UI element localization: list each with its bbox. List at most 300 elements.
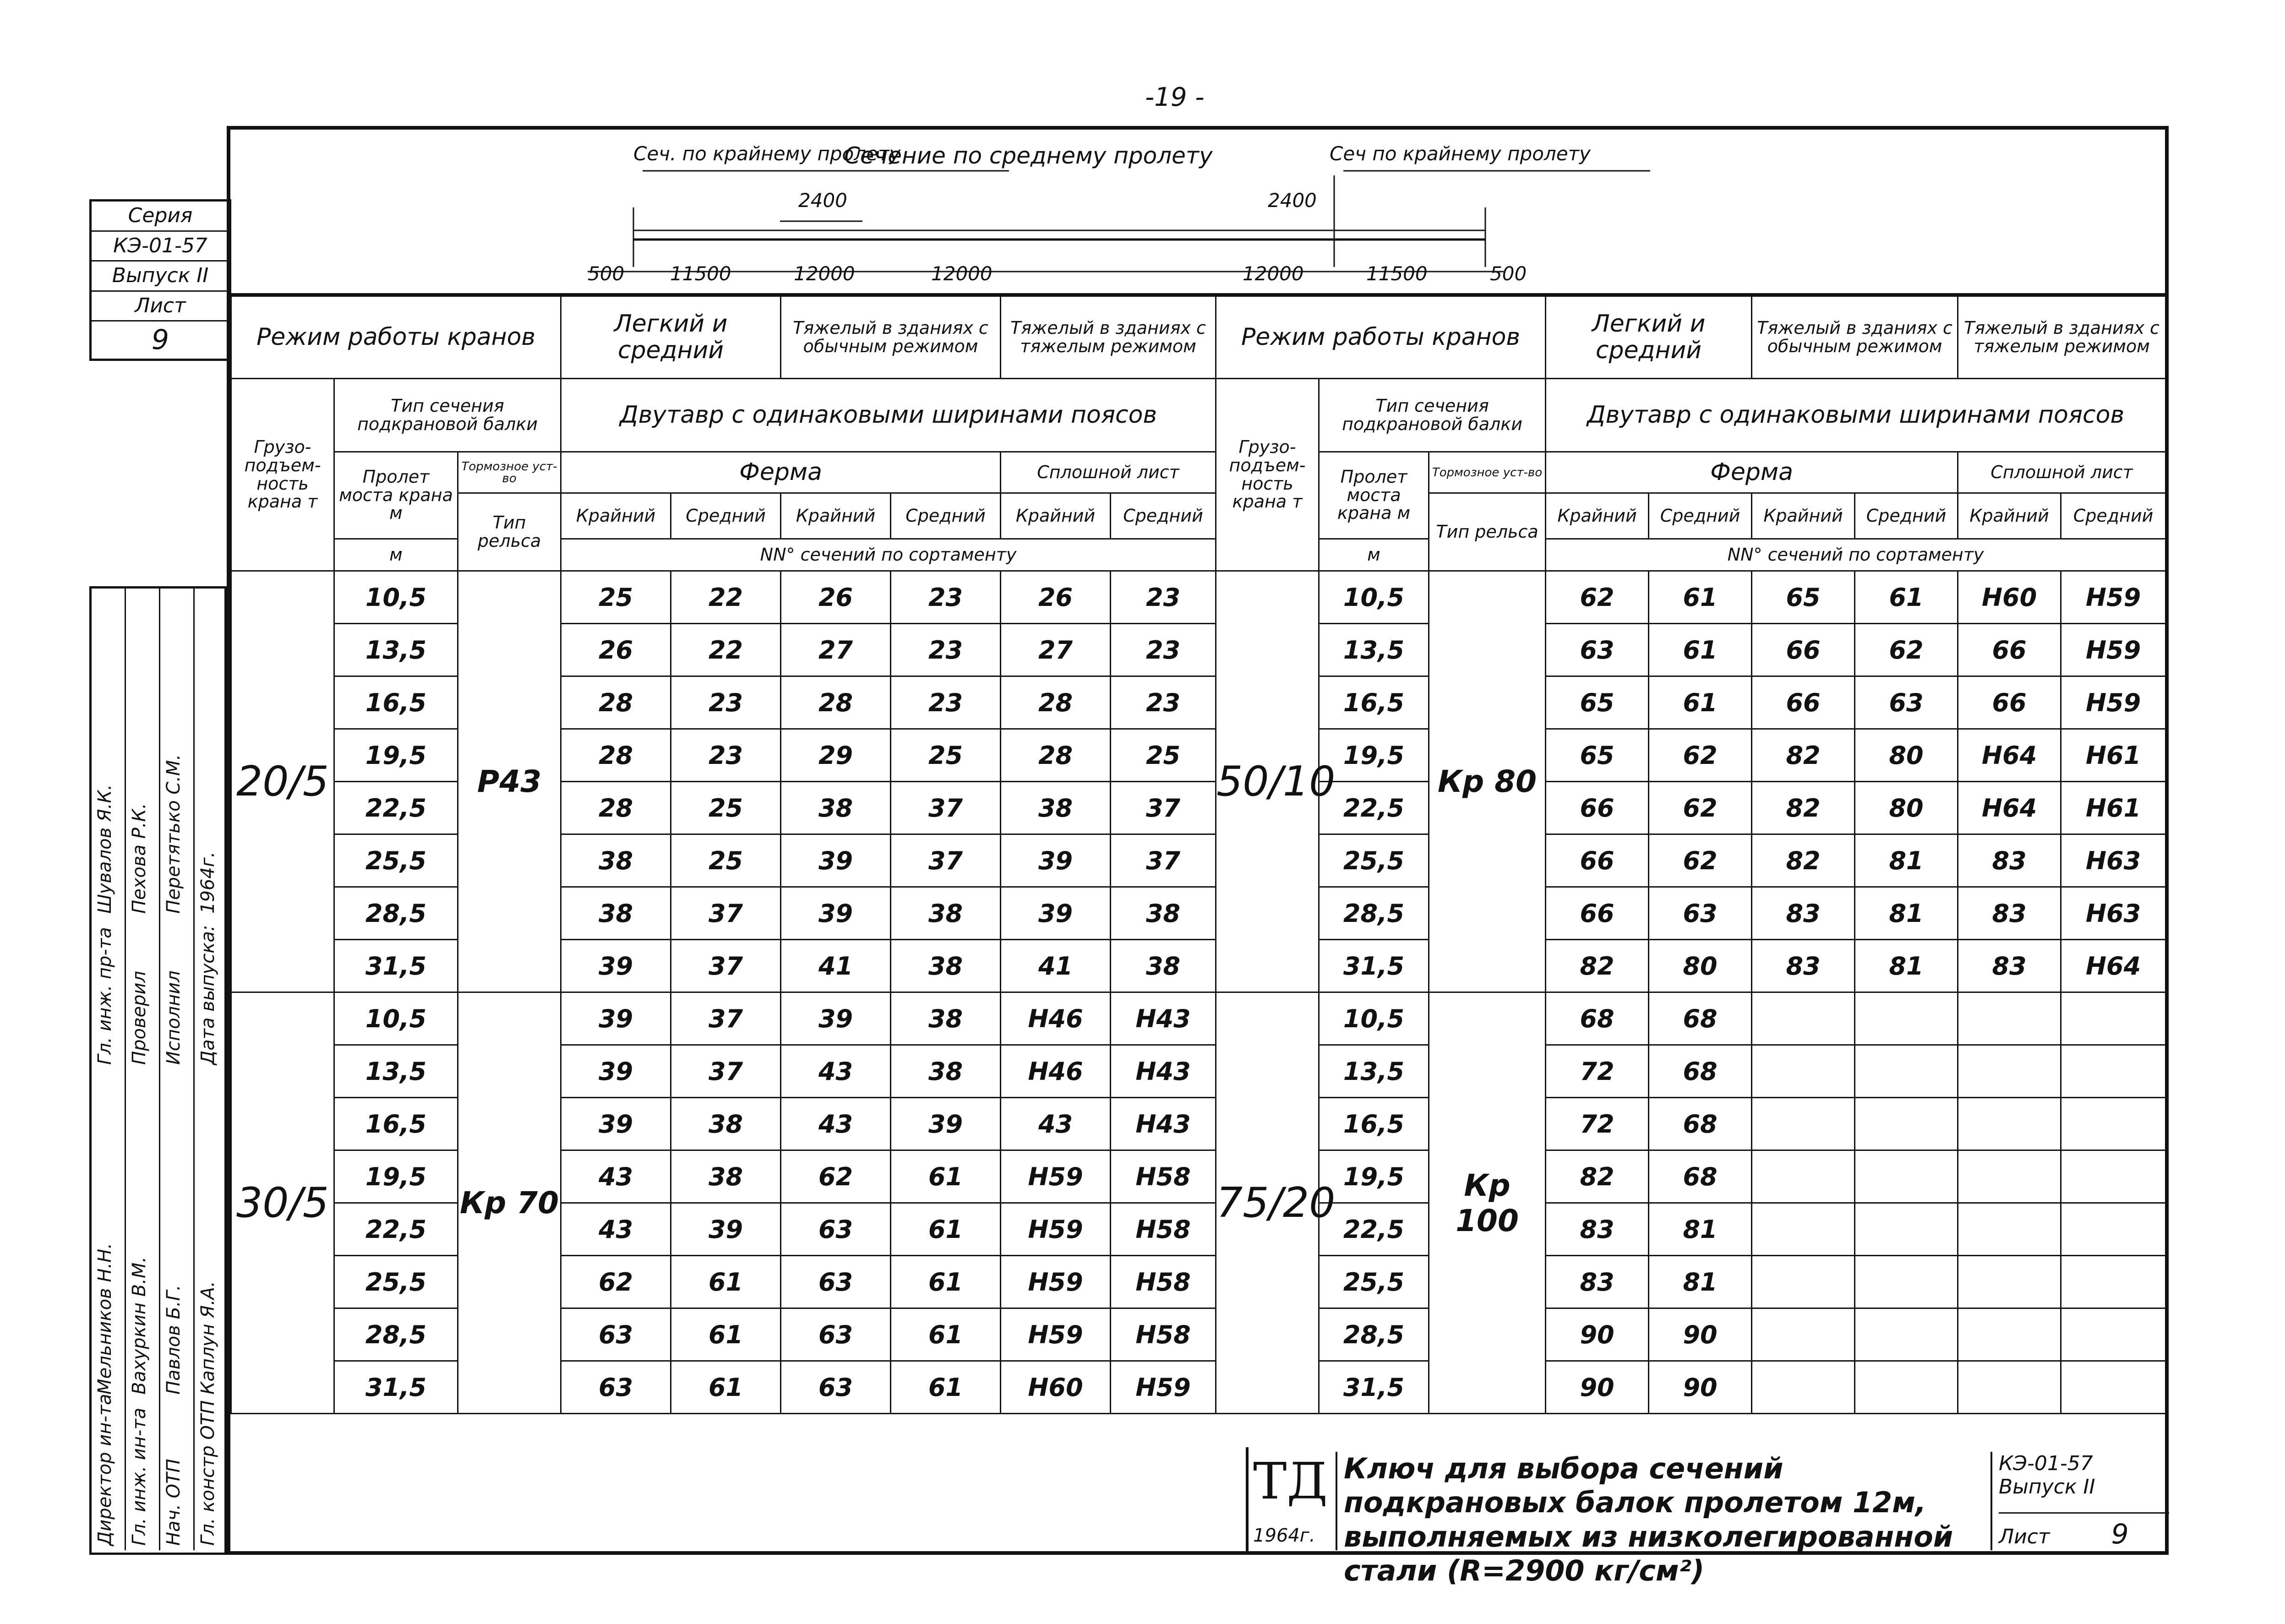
right-section-cell xyxy=(1958,1308,2061,1361)
capacity-header: Грузо- подъем- ность крана т xyxy=(231,379,334,571)
right-section-cell: 68 xyxy=(1649,1098,1752,1150)
right-section-cell: 83 xyxy=(1546,1256,1649,1308)
left-span-cell: 22,5 xyxy=(334,1203,458,1256)
left-section-cell: 63 xyxy=(561,1361,671,1414)
right-row xyxy=(1216,571,2166,624)
left-section-cell: 23 xyxy=(891,676,1001,729)
left-span-cell: 10,5 xyxy=(334,992,458,1045)
right-section-cell xyxy=(1958,1256,2061,1308)
right-section-cell: 66 xyxy=(1752,624,1855,676)
left-section-cell: 61 xyxy=(891,1361,1001,1414)
signature-role: Проверил xyxy=(129,970,150,1065)
sheet-title: Ключ для выбора сечений подкрановых балок пролетом 12м, выполняемых из низколегированной стали (R=2900 кг/см²) xyxy=(1336,1452,1986,1550)
left-section-cell: 23 xyxy=(1111,676,1216,729)
right-section-cell xyxy=(1752,1045,1855,1098)
left-section-cell: 39 xyxy=(1001,834,1111,887)
signature-name: Шувалов Я.К. xyxy=(94,784,115,914)
right-rail-cell: Кр 80 xyxy=(1429,571,1546,992)
right-row xyxy=(1216,729,2166,782)
left-section-cell: 39 xyxy=(561,1045,671,1098)
right-span-cell: 31,5 xyxy=(1319,1361,1429,1414)
right-section-cell xyxy=(1855,1150,1958,1203)
right-row xyxy=(1216,1203,2166,1256)
left-section-cell: 37 xyxy=(1111,782,1216,834)
left-section-cell: 29 xyxy=(781,729,891,782)
left-section-cell: 63 xyxy=(561,1308,671,1361)
left-section-cell: 25 xyxy=(561,571,671,624)
left-row xyxy=(231,887,1216,940)
left-section-cell: 38 xyxy=(1111,940,1216,992)
right-section-cell xyxy=(1958,1098,2061,1150)
section-type-header: Тип сечения подкрановой балки xyxy=(334,379,561,452)
left-rail-cell: Р43 xyxy=(458,571,561,992)
left-section-cell: 26 xyxy=(1001,571,1111,624)
left-section-cell: 37 xyxy=(891,834,1001,887)
signature-column xyxy=(195,1069,229,1550)
left-section-cell: 37 xyxy=(671,1045,781,1098)
signature-role: Исполнил xyxy=(163,970,184,1065)
right-section-cell: 82 xyxy=(1752,782,1855,834)
left-section-cell: 23 xyxy=(1111,571,1216,624)
left-row xyxy=(231,992,1216,1045)
left-section-cell: 43 xyxy=(561,1150,671,1203)
title-block xyxy=(1246,1447,2169,1588)
left-section-cell: 38 xyxy=(781,782,891,834)
right-section-cell: 83 xyxy=(1752,940,1855,992)
signature-role: Гл. инж. пр-та xyxy=(94,927,115,1065)
right-section-cell xyxy=(2061,1308,2166,1361)
right-section-cell: 83 xyxy=(1958,940,2061,992)
left-section-cell: 27 xyxy=(1001,624,1111,676)
left-section-cell: 61 xyxy=(891,1203,1001,1256)
left-section-cell: 39 xyxy=(781,887,891,940)
right-section-cell: 83 xyxy=(1958,887,2061,940)
right-section-cell xyxy=(2061,1203,2166,1256)
right-section-cell: 80 xyxy=(1855,729,1958,782)
col-edge-2: Крайний xyxy=(781,493,891,539)
left-section-cell: 43 xyxy=(561,1203,671,1256)
left-section-cell: 62 xyxy=(781,1150,891,1203)
rail-header-r: Тип рельса xyxy=(1429,493,1546,571)
truss-header-r: Ферма xyxy=(1546,452,1958,493)
solid-header: Сплошной лист xyxy=(1001,452,1216,493)
light-mode-r: Легкий и средний xyxy=(1546,296,1752,379)
col-middle-2: Средний xyxy=(891,493,1001,539)
right-span-cell: 13,5 xyxy=(1319,1045,1429,1098)
span-scheme xyxy=(230,130,2165,295)
left-span-cell: 19,5 xyxy=(334,1150,458,1203)
right-row xyxy=(1216,992,2166,1045)
col-middle-1-r: Средний xyxy=(1649,493,1752,539)
right-capacity-cell: 50/10 xyxy=(1216,571,1319,992)
right-section-cell xyxy=(1958,1150,2061,1203)
left-rail-cell: Кр 70 xyxy=(458,992,561,1414)
title-sheet-label: Лист xyxy=(1999,1525,2050,1548)
col-edge-2-r: Крайний xyxy=(1752,493,1855,539)
page-number: -19 - xyxy=(1145,82,1205,112)
right-section-cell xyxy=(1855,1308,1958,1361)
right-section-cell: 81 xyxy=(1855,834,1958,887)
left-section-cell: 37 xyxy=(891,782,1001,834)
right-section-cell: Н59 xyxy=(2061,624,2166,676)
left-section-cell: Н59 xyxy=(1001,1308,1111,1361)
right-section-cell xyxy=(2061,992,2166,1045)
right-section-cell: 81 xyxy=(1855,940,1958,992)
dim-5: 11500 xyxy=(1366,262,1428,285)
left-section-cell: 28 xyxy=(1001,676,1111,729)
left-section-cell: 39 xyxy=(781,992,891,1045)
right-section-cell: Н64 xyxy=(1958,729,2061,782)
left-section-cell: 38 xyxy=(671,1150,781,1203)
right-section-cell: 81 xyxy=(1649,1203,1752,1256)
right-row xyxy=(1216,1150,2166,1203)
right-span-cell: 19,5 xyxy=(1319,1150,1429,1203)
left-section-cell: 38 xyxy=(561,887,671,940)
td-logo: ТД xyxy=(1253,1452,1328,1510)
span-unit-r: м xyxy=(1319,539,1429,571)
right-row xyxy=(1216,676,2166,729)
right-span-cell: 10,5 xyxy=(1319,571,1429,624)
right-section-cell xyxy=(1958,992,2061,1045)
signature-column xyxy=(92,589,126,1069)
drawing-frame xyxy=(227,126,2169,1555)
right-span-cell: 25,5 xyxy=(1319,1256,1429,1308)
signature-name: Павлов Б.Г. xyxy=(163,1285,184,1395)
right-section-cell xyxy=(1855,1361,1958,1414)
right-section-cell: 72 xyxy=(1546,1045,1649,1098)
left-section-cell: 28 xyxy=(561,782,671,834)
left-section-cell: 63 xyxy=(781,1203,891,1256)
right-section-cell: 90 xyxy=(1546,1361,1649,1414)
right-section-cell: 80 xyxy=(1649,940,1752,992)
left-section-cell: Н59 xyxy=(1001,1150,1111,1203)
right-section-cell xyxy=(1855,992,1958,1045)
right-section-cell xyxy=(1752,1203,1855,1256)
right-span-cell: 19,5 xyxy=(1319,729,1429,782)
right-span-cell: 16,5 xyxy=(1319,676,1429,729)
right-section-cell: 66 xyxy=(1546,782,1649,834)
right-section-cell xyxy=(1855,1256,1958,1308)
left-section-cell: Н46 xyxy=(1001,1045,1111,1098)
left-section-cell: 26 xyxy=(781,571,891,624)
left-section-cell: Н43 xyxy=(1111,1045,1216,1098)
right-section-cell: 62 xyxy=(1855,624,1958,676)
left-section-cell: 39 xyxy=(671,1203,781,1256)
left-row xyxy=(231,1308,1216,1361)
right-row xyxy=(1216,834,2166,887)
brake-header: Тормозное уст-во xyxy=(458,452,561,493)
dim-2400-left: 2400 xyxy=(798,189,847,212)
right-span-cell: 22,5 xyxy=(1319,782,1429,834)
right-section-cell: Н64 xyxy=(2061,940,2166,992)
right-section-cell: 83 xyxy=(1752,887,1855,940)
left-span-cell: 28,5 xyxy=(334,1308,458,1361)
right-row xyxy=(1216,1045,2166,1098)
col-edge-1: Крайний xyxy=(561,493,671,539)
beam-scheme-svg xyxy=(230,130,2165,295)
left-section-cell: 25 xyxy=(1111,729,1216,782)
left-row xyxy=(231,571,1216,624)
col-middle-3: Средний xyxy=(1111,493,1216,539)
right-section-cell: 62 xyxy=(1649,834,1752,887)
right-section-cell: Н61 xyxy=(2061,729,2166,782)
right-row xyxy=(1216,624,2166,676)
heavy-heavy-mode: Тяжелый в зданиях с тяжелым режимом xyxy=(1001,296,1216,379)
series-stamp xyxy=(89,199,231,361)
heavy-normal-mode: Тяжелый в зданиях с обычным режимом xyxy=(781,296,1001,379)
right-span-cell: 28,5 xyxy=(1319,887,1429,940)
right-section-cell: Н59 xyxy=(2061,571,2166,624)
left-section-cell: Н60 xyxy=(1001,1361,1111,1414)
left-section-cell: Н59 xyxy=(1001,1256,1111,1308)
right-section-cell: 61 xyxy=(1855,571,1958,624)
right-section-cell: Н59 xyxy=(2061,676,2166,729)
right-row xyxy=(1216,782,2166,834)
sortament-header-r: NN° сечений по сортаменту xyxy=(1546,539,2166,571)
right-span-cell: 31,5 xyxy=(1319,940,1429,992)
right-row xyxy=(1216,1308,2166,1361)
right-span-cell: 10,5 xyxy=(1319,992,1429,1045)
left-span-cell: 16,5 xyxy=(334,1098,458,1150)
left-section-cell: 61 xyxy=(891,1256,1001,1308)
left-section-cell: Н43 xyxy=(1111,992,1216,1045)
col-edge-1-r: Крайний xyxy=(1546,493,1649,539)
left-row xyxy=(231,729,1216,782)
left-span-cell: 31,5 xyxy=(334,940,458,992)
left-section-cell: 25 xyxy=(671,782,781,834)
right-row xyxy=(1216,1098,2166,1150)
left-row xyxy=(231,1098,1216,1150)
heavy-heavy-mode-r: Тяжелый в зданиях с тяжелым режимом xyxy=(1958,296,2166,379)
span-header-r: Пролет моста крана м xyxy=(1319,452,1429,539)
left-section-cell: 28 xyxy=(781,676,891,729)
left-row xyxy=(231,1045,1216,1098)
left-section-cell: 38 xyxy=(891,1045,1001,1098)
left-row xyxy=(231,1150,1216,1203)
right-section-cell xyxy=(1855,1098,1958,1150)
left-section-cell: Н43 xyxy=(1111,1098,1216,1150)
left-section-cell: 63 xyxy=(781,1308,891,1361)
left-section-cell: 39 xyxy=(781,834,891,887)
right-section-cell: Н63 xyxy=(2061,887,2166,940)
signature-column xyxy=(126,589,160,1069)
col-middle-1: Средний xyxy=(671,493,781,539)
dim-4: 12000 xyxy=(1243,262,1304,285)
right-section-cell: 81 xyxy=(1649,1256,1752,1308)
left-section-cell: 38 xyxy=(1111,887,1216,940)
left-section-cell: 61 xyxy=(891,1150,1001,1203)
dim-0: 500 xyxy=(588,262,625,285)
span-unit: м xyxy=(334,539,458,571)
signature-column xyxy=(126,1069,160,1550)
right-section-cell: 82 xyxy=(1546,1150,1649,1203)
sheet-label: Лист xyxy=(92,292,229,322)
truss-header: Ферма xyxy=(561,452,1001,493)
right-span-cell: 28,5 xyxy=(1319,1308,1429,1361)
left-section-cell: 43 xyxy=(781,1098,891,1150)
right-span-cell: 25,5 xyxy=(1319,834,1429,887)
left-section-cell: 62 xyxy=(561,1256,671,1308)
left-row xyxy=(231,940,1216,992)
right-section-cell: 61 xyxy=(1649,571,1752,624)
left-section-cell: 28 xyxy=(561,729,671,782)
signature-name: Каплун Я.А. xyxy=(197,1281,218,1395)
left-section-cell: 28 xyxy=(561,676,671,729)
left-section-cell: 38 xyxy=(561,834,671,887)
left-section-cell: 37 xyxy=(1111,834,1216,887)
left-section-cell: 38 xyxy=(1001,782,1111,834)
left-section-cell: 38 xyxy=(891,887,1001,940)
signature-role: Гл. инж. ин-та xyxy=(129,1407,150,1546)
capacity-header-r: Грузо- подъем- ность крана т xyxy=(1216,379,1319,571)
left-section-cell: 41 xyxy=(781,940,891,992)
right-section-cell: Н63 xyxy=(2061,834,2166,887)
middle-span-label: Сечение по среднему пролету xyxy=(844,142,1213,169)
left-span-cell: 13,5 xyxy=(334,1045,458,1098)
right-section-cell: 72 xyxy=(1546,1098,1649,1150)
right-section-cell: 68 xyxy=(1649,1150,1752,1203)
right-section-cell: 61 xyxy=(1649,624,1752,676)
left-section-cell: 23 xyxy=(1111,624,1216,676)
left-section-cell: 37 xyxy=(671,887,781,940)
right-section-cell: 68 xyxy=(1546,992,1649,1045)
signature-name: Пехова Р.К. xyxy=(129,803,150,914)
right-section-cell xyxy=(2061,1256,2166,1308)
left-section-cell: 39 xyxy=(561,1098,671,1150)
series-code: КЭ-01-57 xyxy=(92,232,229,262)
left-section-cell: 28 xyxy=(1001,729,1111,782)
signature-name: Мельников Н.Н. xyxy=(94,1243,115,1395)
right-section-cell xyxy=(1958,1203,2061,1256)
right-section-cell: 82 xyxy=(1752,729,1855,782)
signature-column xyxy=(160,1069,195,1550)
left-section-cell: 22 xyxy=(671,624,781,676)
left-section-cell: 23 xyxy=(671,729,781,782)
right-section-cell: 62 xyxy=(1649,782,1752,834)
right-section-cell: Н64 xyxy=(1958,782,2061,834)
left-section-cell: 38 xyxy=(891,992,1001,1045)
left-section-cell: 39 xyxy=(561,940,671,992)
signature-role: Гл. констр ОТП xyxy=(197,1400,218,1546)
col-edge-3: Крайний xyxy=(1001,493,1111,539)
left-section-cell: 43 xyxy=(781,1045,891,1098)
left-section-cell: 61 xyxy=(671,1361,781,1414)
sortament-header: NN° сечений по сортаменту xyxy=(561,539,1216,571)
ibeam-header-r: Двутавр с одинаковыми ширинами поясов xyxy=(1546,379,2166,452)
left-section-table xyxy=(230,295,1216,1414)
dim-2: 12000 xyxy=(794,262,855,285)
left-section-cell: 23 xyxy=(891,624,1001,676)
right-section-cell: 65 xyxy=(1546,729,1649,782)
ibeam-header: Двутавр с одинаковыми ширинами поясов xyxy=(561,379,1216,452)
left-span-cell: 25,5 xyxy=(334,1256,458,1308)
signature-column xyxy=(195,589,229,1069)
title-issue: Выпуск II xyxy=(1999,1475,2095,1499)
span-header: Пролет моста крана м xyxy=(334,452,458,539)
left-section-cell: Н59 xyxy=(1111,1361,1216,1414)
right-section-cell: 66 xyxy=(1546,887,1649,940)
right-section-cell xyxy=(1958,1045,2061,1098)
signature-role: Дата выпуска: xyxy=(197,925,218,1065)
title-year: 1964г. xyxy=(1253,1525,1315,1546)
right-section-cell xyxy=(2061,1150,2166,1203)
right-section-cell xyxy=(1752,992,1855,1045)
right-section-cell: 66 xyxy=(1958,676,2061,729)
right-span-cell: 22,5 xyxy=(1319,1203,1429,1256)
right-section-cell xyxy=(1752,1361,1855,1414)
col-middle-2-r: Средний xyxy=(1855,493,1958,539)
right-section-cell: 65 xyxy=(1752,571,1855,624)
right-row xyxy=(1216,1361,2166,1414)
left-span-label: Сеч. по крайнему пролету xyxy=(633,142,901,165)
mode-header-r: Режим работы кранов xyxy=(1216,296,1546,379)
left-section-cell: 25 xyxy=(671,834,781,887)
left-section-cell: 23 xyxy=(891,571,1001,624)
issue-label: Выпуск II xyxy=(92,262,229,292)
left-section-cell: Н58 xyxy=(1111,1308,1216,1361)
left-capacity-cell: 20/5 xyxy=(231,571,334,992)
left-section-cell: 39 xyxy=(561,992,671,1045)
right-section-cell xyxy=(1752,1098,1855,1150)
right-section-cell: 90 xyxy=(1649,1361,1752,1414)
brake-header-r: Тормозное уст-во xyxy=(1429,452,1546,493)
right-section-cell: 61 xyxy=(1649,676,1752,729)
right-row xyxy=(1216,940,2166,992)
left-section-cell: 39 xyxy=(1001,887,1111,940)
left-section-cell: 61 xyxy=(671,1308,781,1361)
sheet-number: 9 xyxy=(151,324,169,356)
right-section-cell: Н61 xyxy=(2061,782,2166,834)
left-span-cell: 28,5 xyxy=(334,887,458,940)
right-section-cell: 90 xyxy=(1649,1308,1752,1361)
right-section-cell: 66 xyxy=(1546,834,1649,887)
right-span-cell: 13,5 xyxy=(1319,624,1429,676)
left-span-cell: 25,5 xyxy=(334,834,458,887)
left-section-cell: 38 xyxy=(891,940,1001,992)
right-section-cell xyxy=(1855,1045,1958,1098)
solid-header-r: Сплошной лист xyxy=(1958,452,2166,493)
signature-name: Перетятько С.М. xyxy=(163,754,184,914)
left-section-cell: 61 xyxy=(891,1308,1001,1361)
left-section-cell: Н46 xyxy=(1001,992,1111,1045)
left-section-cell: 23 xyxy=(671,676,781,729)
right-section-cell: 68 xyxy=(1649,1045,1752,1098)
left-section-cell: 43 xyxy=(1001,1098,1111,1150)
left-row xyxy=(231,1361,1216,1414)
right-section-cell: 63 xyxy=(1546,624,1649,676)
right-section-cell xyxy=(1855,1203,1958,1256)
right-section-cell: 63 xyxy=(1649,887,1752,940)
signature-role: Директор ин-та xyxy=(94,1394,115,1546)
title-series-box xyxy=(1991,1452,2169,1550)
right-section-cell: 83 xyxy=(1958,834,2061,887)
left-section-cell: 39 xyxy=(891,1098,1001,1150)
right-section-cell: 90 xyxy=(1546,1308,1649,1361)
right-section-cell xyxy=(2061,1361,2166,1414)
title-series: КЭ-01-57 xyxy=(1999,1452,2093,1475)
signature-role: Нач. ОТП xyxy=(163,1459,184,1546)
right-capacity-cell: 75/20 xyxy=(1216,992,1319,1414)
title-sheet-number: 9 xyxy=(2111,1518,2129,1550)
left-section-cell: 27 xyxy=(781,624,891,676)
left-row xyxy=(231,834,1216,887)
light-mode: Легкий и средний xyxy=(561,296,781,379)
right-row xyxy=(1216,887,2166,940)
section-type-header-r: Тип сечения подкрановой балки xyxy=(1319,379,1546,452)
left-span-cell: 31,5 xyxy=(334,1361,458,1414)
right-section-cell: 82 xyxy=(1752,834,1855,887)
left-span-cell: 13,5 xyxy=(334,624,458,676)
